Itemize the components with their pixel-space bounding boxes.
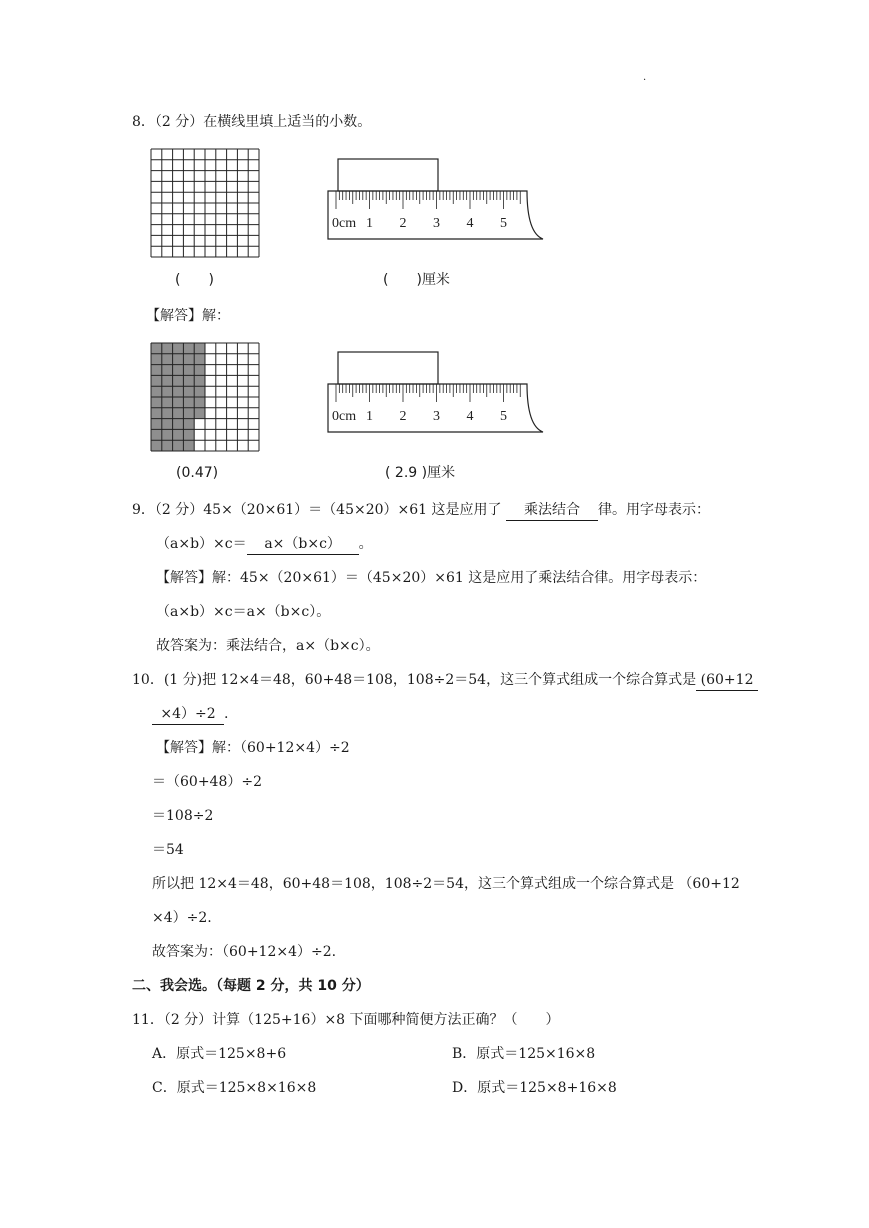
grid-shaded-cell bbox=[194, 365, 205, 376]
grid-shaded-cell bbox=[162, 440, 173, 451]
q10-blank1a: (60+12 bbox=[696, 670, 758, 691]
grid-shaded-cell bbox=[173, 354, 184, 365]
grid-shaded-cell bbox=[162, 354, 173, 365]
grid-shaded-cell bbox=[162, 365, 173, 376]
ruler-label: 1 bbox=[366, 409, 373, 424]
ruler-label: 0cm bbox=[332, 216, 357, 231]
q8-grid-answer-caption: (0.47) bbox=[176, 465, 219, 481]
grid-shaded-cell bbox=[151, 408, 162, 419]
q9-line2-b: 。 bbox=[358, 536, 373, 552]
q11-option-c[interactable]: C．原式＝125×8×16×8 bbox=[152, 1080, 317, 1096]
q10-line1-a: 10．(1 分)把 12×4＝48，60+48＝108，108÷2＝54，这三个算式组成一个综合算式是 bbox=[132, 672, 697, 688]
ruler-label: 4 bbox=[466, 409, 474, 424]
grid-shaded-cell bbox=[194, 375, 205, 386]
grid-shaded-cell bbox=[151, 440, 162, 451]
q10-solution-4: ＝54 bbox=[152, 842, 184, 858]
q8-grid-answer bbox=[150, 342, 260, 452]
ruler-body bbox=[328, 191, 543, 239]
q10-line2 bbox=[152, 704, 228, 725]
q10-solution-3: ＝108÷2 bbox=[152, 808, 214, 824]
q11-option-d[interactable]: D．原式＝125×8+16×8 bbox=[452, 1080, 617, 1096]
measured-strip bbox=[338, 159, 438, 191]
grid-shaded-cell bbox=[162, 408, 173, 419]
ruler-label: 1 bbox=[366, 216, 373, 231]
q10-solution-1: 【解答】解：（60+12×4）÷2 bbox=[156, 740, 350, 756]
ruler-label: 2 bbox=[399, 409, 407, 424]
grid-shaded-cell bbox=[183, 419, 194, 430]
q8-ruler-answer-unit: 厘米 bbox=[427, 465, 456, 481]
grid-shaded-cell bbox=[194, 408, 205, 419]
ruler-label: 5 bbox=[500, 216, 507, 231]
q9-line1-a: 9．（2 分）45×（20×61）＝（45×20）×61 这是应用了 bbox=[132, 502, 502, 518]
q8-ruler-caption bbox=[383, 270, 450, 290]
grid-shaded-cell bbox=[183, 408, 194, 419]
ruler-label: 5 bbox=[500, 409, 507, 424]
grid-shaded-cell bbox=[173, 365, 184, 376]
q8-ruler-unit: 厘米 bbox=[421, 272, 450, 288]
grid-shaded-cell bbox=[151, 343, 162, 354]
grid-shaded-cell bbox=[151, 419, 162, 430]
q8-answer-label: 【解答】解： bbox=[146, 308, 230, 324]
q11-option-b[interactable]: B．原式＝125×16×8 bbox=[452, 1046, 596, 1062]
q8-stem: 8．（2 分）在横线里填上适当的小数。 bbox=[132, 114, 372, 130]
q11-option-a[interactable]: A．原式＝125×8+6 bbox=[152, 1046, 287, 1062]
ruler-body bbox=[328, 384, 543, 432]
grid-shaded-cell bbox=[162, 343, 173, 354]
ruler-label: 4 bbox=[466, 216, 474, 231]
measured-strip bbox=[338, 352, 438, 384]
grid-shaded-cell bbox=[151, 386, 162, 397]
q9-blank2: a×（b×c） bbox=[247, 534, 359, 555]
q9-line2-a: （a×b）×c＝ bbox=[156, 536, 247, 552]
q9-line1-b: 律。用字母表示： bbox=[597, 502, 710, 518]
grid-shaded-cell bbox=[194, 397, 205, 408]
grid-shaded-cell bbox=[194, 343, 205, 354]
grid-shaded-cell bbox=[183, 375, 194, 386]
q10-solution-5: 所以把 12×4＝48，60+48＝108，108÷2＝54，这三个算式组成一个综合算式是 （60+12 bbox=[152, 876, 740, 892]
grid-shaded-cell bbox=[173, 375, 184, 386]
q8-ruler-blank bbox=[322, 155, 547, 250]
grid-shaded-cell bbox=[173, 429, 184, 440]
q8-ruler-paren: ( ) bbox=[383, 272, 422, 288]
q10-solution-6: ×4）÷2. bbox=[152, 910, 212, 926]
grid-shaded-cell bbox=[151, 397, 162, 408]
grid-shaded-cell bbox=[183, 429, 194, 440]
grid-shaded-cell bbox=[173, 440, 184, 451]
q8-grid-caption: ( ) bbox=[175, 272, 214, 288]
grid-shaded-cell bbox=[194, 386, 205, 397]
q9-solution-3: 故答案为：乘法结合，a×（b×c）。 bbox=[156, 638, 380, 654]
q9-line1 bbox=[132, 500, 710, 521]
grid-shaded-cell bbox=[183, 440, 194, 451]
grid-shaded-cell bbox=[151, 375, 162, 386]
ruler-label: 3 bbox=[433, 216, 440, 231]
q8-ruler-answer bbox=[322, 348, 547, 443]
ruler-label: 2 bbox=[399, 216, 407, 231]
ruler-label: 3 bbox=[433, 409, 440, 424]
q9-solution-1: 【解答】解：45×（20×61）＝（45×20）×61 这是应用了乘法结合律。用字母表示： bbox=[156, 570, 707, 586]
q8-ruler-answer-open: ( bbox=[385, 465, 391, 481]
q10-solution-2: ＝（60+48）÷2 bbox=[152, 774, 262, 790]
ruler-label: 0cm bbox=[332, 409, 357, 424]
q11-stem: 11．（2 分）计算（125+16）×8 下面哪种简便方法正确？（ ） bbox=[132, 1012, 560, 1028]
q10-line1 bbox=[132, 670, 758, 691]
page-dot: . bbox=[643, 72, 647, 83]
q8-grid-blank bbox=[150, 148, 260, 258]
grid-shaded-cell bbox=[162, 386, 173, 397]
grid-shaded-cell bbox=[173, 397, 184, 408]
grid-shaded-cell bbox=[151, 429, 162, 440]
grid-shaded-cell bbox=[162, 375, 173, 386]
grid-shaded-cell bbox=[183, 343, 194, 354]
q10-blank1b: ×4）÷2 bbox=[152, 704, 224, 725]
grid-shaded-cell bbox=[173, 408, 184, 419]
q8-ruler-answer-value: 2.9 bbox=[394, 465, 418, 481]
section-title: 二、我会选。（每题 2 分，共 10 分） bbox=[132, 978, 370, 994]
grid-shaded-cell bbox=[173, 419, 184, 430]
grid-shaded-cell bbox=[151, 365, 162, 376]
grid-shaded-cell bbox=[194, 354, 205, 365]
q9-solution-2: （a×b）×c＝a×（b×c）。 bbox=[156, 604, 331, 620]
grid-shaded-cell bbox=[162, 419, 173, 430]
q8-ruler-answer-caption bbox=[385, 463, 455, 483]
grid-shaded-cell bbox=[183, 354, 194, 365]
grid-shaded-cell bbox=[162, 429, 173, 440]
q9-blank1: 乘法结合 bbox=[506, 500, 598, 521]
grid-shaded-cell bbox=[173, 386, 184, 397]
grid-shaded-cell bbox=[151, 354, 162, 365]
q10-line2-end: . bbox=[224, 706, 229, 722]
grid-shaded-cell bbox=[173, 343, 184, 354]
grid-shaded-cell bbox=[162, 397, 173, 408]
q9-line2 bbox=[156, 534, 373, 555]
grid-shaded-cell bbox=[183, 397, 194, 408]
grid-shaded-cell bbox=[183, 365, 194, 376]
grid-shaded-cell bbox=[183, 386, 194, 397]
q10-solution-7: 故答案为：（60+12×4）÷2. bbox=[152, 944, 337, 960]
q8-ruler-answer-close: ) bbox=[421, 465, 428, 481]
